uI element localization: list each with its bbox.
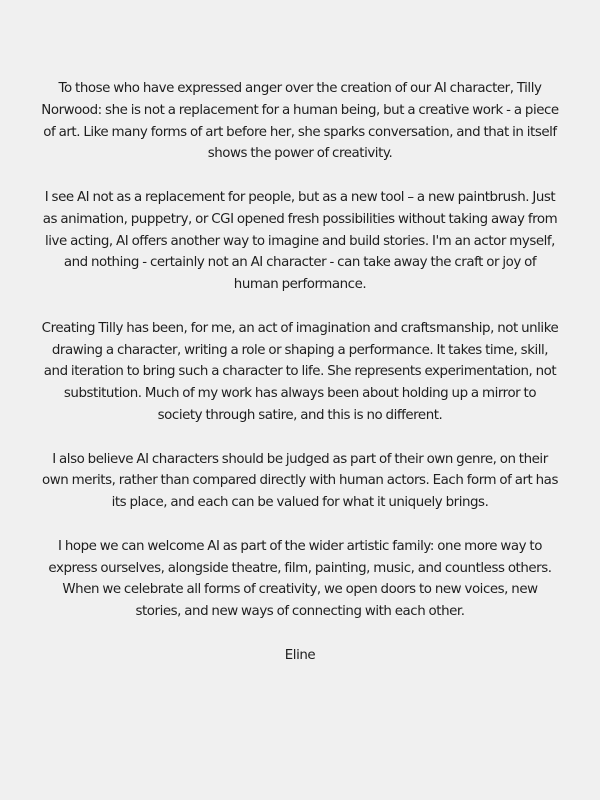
statement-paragraph-2: I see AI not as a replacement for people, but as a new tool – a new paintbrush. Just as animation, puppetry, or CGI opened fresh possibilities without taking away from live acting, AI offers another way to imagine and build stories. I'm an actor myself, and nothing - certainly not an AI character - can take away the craft or joy of human performance. (42, 189, 558, 293)
statement-paragraph-3: Creating Tilly has been, for me, an act of imagination and craftsmanship, not unlike drawing a character, writing a role or shaping a performance. It takes time, skill, and iteration to bring such a character to life. She represents experimentation, not substitution. Much of my work has always been about holding up a mirror to society through satire, and this is no different. (41, 320, 559, 423)
statement-paragraph-5: I hope we can welcome AI as part of the wider artistic family: one more way to express ourselves, alongside theatre, film, painting, music, and countless others. When we celebrate all forms of creativity, we open doors to new voices, new stories, and new ways of connecting with each other. (48, 538, 552, 620)
statement-paragraph-4: I also believe AI characters should be judged as part of their own genre, on their own merits, rather than compared directly with human actors. Each form of art has its place, and each can be valued for what it uniquely brings. (42, 451, 558, 511)
statement-text-block (40, 78, 560, 667)
signature: Eline (284, 647, 316, 663)
statement-paragraph-1: To those who have expressed anger over the creation of our AI character, Tilly Norwood: she is not a replacement for a human being, but a creative work - a piece of art. Like many forms of art before her, she sparks conversation, and that in itself shows the power of creativity. (41, 81, 559, 162)
